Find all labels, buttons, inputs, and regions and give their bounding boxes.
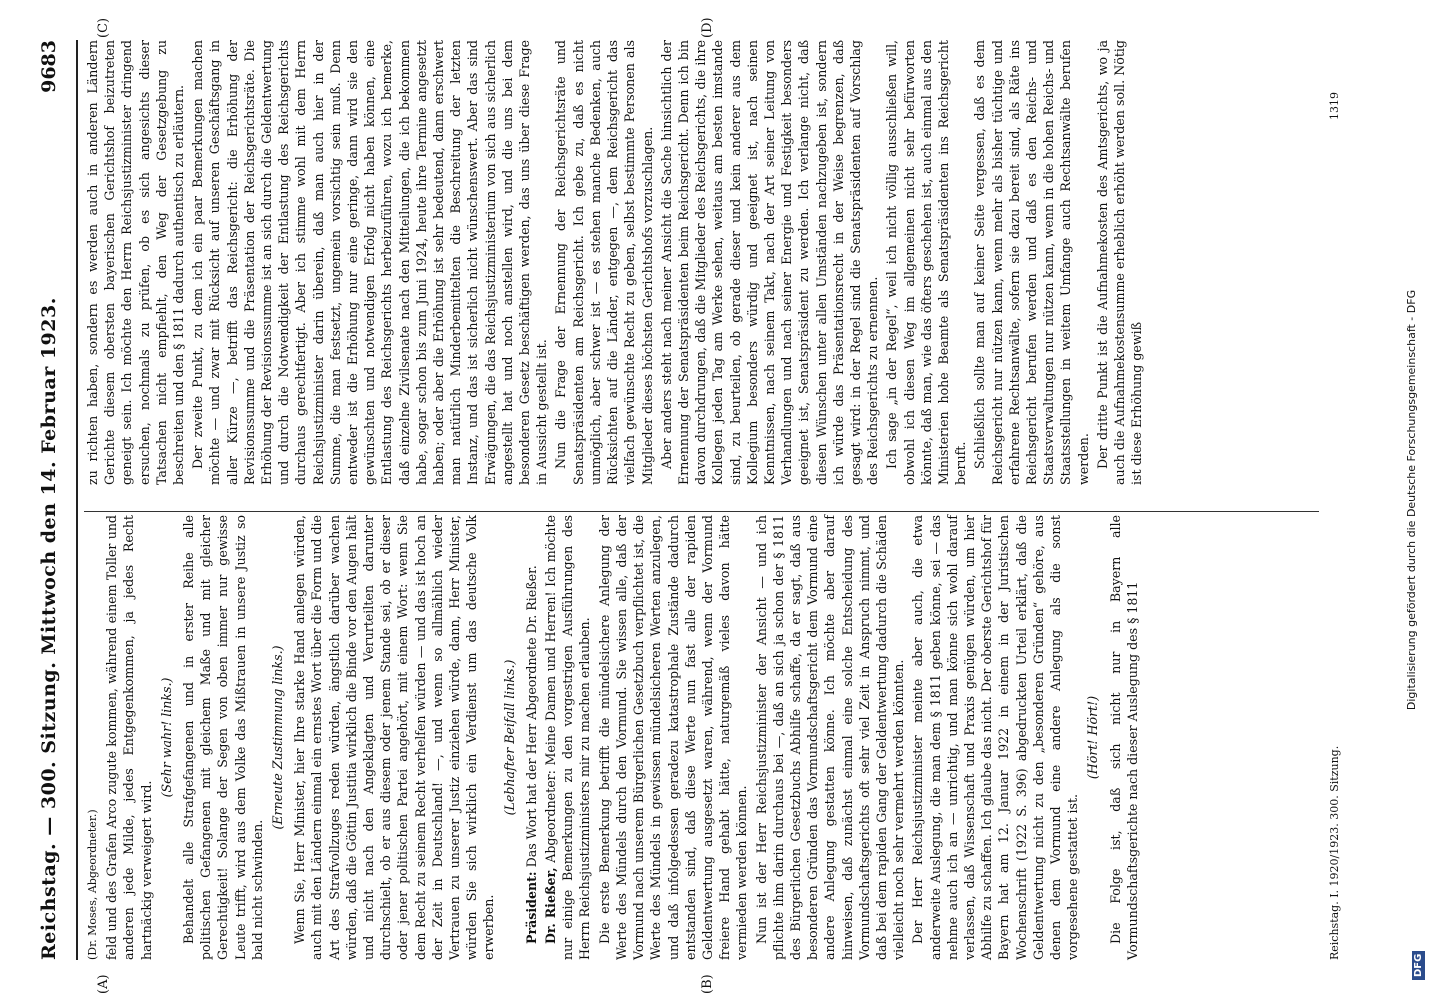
reaction: (Lebhafter Beifall links.)	[501, 659, 517, 816]
header-title: Reichstag. — 300. Sitzung. Mittwoch den 14. Februar 1923.	[38, 297, 60, 960]
paragraph: feld und des Grafen Arco zugute kommen, während einem Toller und anderen jede Milde, jedes Entgegenkommen, ja jedes Recht hartnäckig verweigert wird.	[104, 515, 154, 960]
margin-letter-a: (A)	[96, 974, 111, 994]
margin-letter-b: (B)	[700, 974, 715, 994]
column-divider	[84, 511, 1319, 512]
paragraph: Nun ist der Herr Reichsjustizminister der Ansicht — und ich pflichte ihm darin durchaus bei —, daß an sich ja schon der § 1811 des Bürgerlichen Gesetzbuchs Abhilfe schaffe, da er sagt, daß aus besonderen Gründen das Vormundschaftsgericht dem Vormund eine andere Anlegung gestatten könne. Ich möchte aber darauf hinweisen, daß zunächst einmal eine solche Entscheidung des Vormundschaftsgerichts oft sehr viel Zeit in Anspruch nimmt, und daß bei dem rapiden Gang der Geldentwertung dadurch die Schäden vielleicht noch sehr vermehrt werden könnten.	[753, 515, 907, 960]
dfg-logo: DFG	[1412, 951, 1425, 980]
paragraph: Der dritte Punkt ist die Aufnahmekosten des Amtsgerichts, wo ja auch die Aufnahmekostensumme erheblich erhöht werden soll. Nötig ist diese Erhöhung gewiß	[1094, 40, 1145, 485]
page-number: 9683	[38, 40, 60, 93]
reaction: (Hört! Hört!)	[1085, 695, 1101, 780]
speaker-tag: (Dr. Moses, Abgeordneter.)	[86, 809, 99, 960]
paragraph: Der Herr Reichsjustizminister meinte aber auch, die etwa anderweite Auslegung, die man dem § 1811 geben könne, sei — das nehme auch ich an — unrichtig, und man könne sich wohl darauf verlassen, daß Wissenschaft und Praxis genügen würden, um hier Abhilfe zu schaffen. Ich glaube das nicht. Der oberste Gerichtshof für Bayern hat am 12. Januar 1922 in einem in der Juristischen Wochenschrift (1922 S. 396) abgedruckten Urteil erklärt, daß die Geldentwertung nicht zu den „besonderen Gründen“ gehöre, aus denen dem Vormund eine andere Anlegung als die sonst vorgesehene gestattet ist.	[910, 515, 1081, 960]
left-column	[84, 515, 1143, 960]
paragraph: Wenn Sie, Herr Minister, hier Ihre starke Hand anlegen würden, auch mit den Ländern einmal ein ernstes Wort über die Form und die Art des Strafvollzuges reden würden, ängstlich darüber wachen würden, daß die Göttin Justitia wirklich die Binde vor den Augen hält und nicht nach den Angeklagten und Verurteilten darunter durchschielt, ob er aus diesem oder jenem Stande sei, ob er dieser oder jener politischen Partei angehört, mit einem Wort: wenn Sie dem Recht zu seinem Recht verhelfen würden — und das ist hoch an der Zeit in Deutschland! —, und wenn so allmählich wieder Vertrauen zu unserer Justiz einziehen würde, dann, Herr Minister, würden Sie sich wirklich ein Verdienst um das deutsche Volk erwerben.	[292, 515, 497, 960]
paragraph: zu richten haben, sondern es werden auch in anderen Ländern Gerichte diesem obersten bayerischen Gerichtshof beizutreten geneigt sein. Ich möchte den Herrn Reichsjustizminister dringend ersuchen, nochmals zu prüfen, ob es sich angesichts dieser Tatsachen nicht empfiehlt, den Weg der Gesetzgebung zu beschreiten und den § 1811 dadurch authentisch zu erläutern.	[85, 40, 187, 485]
footer-source: Reichstag. I. 1920/1923. 300. Sitzung.	[1328, 745, 1341, 960]
margin-letter-c: (C)	[96, 17, 111, 38]
speaker-text: Meine Damen und Herren! Ich möchte nur einige Bemerkungen zu den vorgestrigen Ausführungen des Herrn Reichsjustizministers mir zu machen erlauben.	[543, 514, 593, 960]
paragraph: Schließlich sollte man auf keiner Seite vergessen, daß es dem Reichsgericht nur nützen kann, wenn mehr als bisher tüchtige und erfahrene Rechtsanwälte, sofern sie dazu bereit sind, als Räte ins Reichsgericht berufen werden und daß es den Reichs- und Staatsverwaltungen nur nützen kann, wenn in die hohen Reichs- und Staatsstellungen in weitem Umfange auch Rechtsanwälte berufen werden.	[972, 40, 1091, 485]
paragraph: Aber anders steht nach meiner Ansicht die Sache hinsichtlich der Ernennung der Senatspräsidenten beim Reichsgericht. Denn ich bin davon durchdrungen, daß die Mitglieder des Reichsgerichts, die ihre Kollegen jeden Tag am Werke sehen, weitaus am besten imstande sind, zu beurteilen, ob gerade dieser und kein anderer aus dem Kollegium besonders würdig und geeignet ist, nach seinen Kenntnissen, nach seinem Takt, nach der Art seiner Leitung von Verhandlungen und nach seiner Energie und Festigkeit besonders geeignet ist, Senatspräsident zu werden. Ich verlange nicht, daß diesen Wünschen unter allen Umständen nachzugeben ist, sondern ich würde das Präsentationsrecht in der Weise begrenzen, daß gesagt wird: in der Regel sind die Senatspräsidenten auf Vorschlag des Reichsgerichts zu ernennen.	[658, 40, 881, 485]
speaker-paragraph	[523, 515, 540, 960]
paragraph: Nun die Frage der Ernennung der Reichsgerichtsräte und Senatspräsidenten am Reichsgericht. Ich gebe zu, daß es nicht unmöglich, aber schwer ist — es stehen manche Bedenken, auch Rücksichten auf die Länder, entgegen —, dem Reichsgericht das vielfach gewünschte Recht zu geben, selbst bestimmte Personen als Mitglieder dieses höchsten Gerichtshofs vorzuschlagen.	[553, 40, 655, 485]
reaction: (Sehr wahr! links.)	[158, 677, 174, 798]
paragraph: Ich sage „in der Regel“, weil ich nicht völlig ausschließen will, obwohl ich diesen Weg im allgemeinen nicht sehr befürworten könnte, daß man, wie das öfters geschehen ist, auch einmal aus den Ministerien hohe Beamte als Senatspräsidenten ins Reichsgericht beruft.	[884, 40, 969, 485]
speaker-text: Das Wort hat der Herr Abgeordnete Dr. Rießer.	[523, 565, 539, 868]
speaker-role: Abgeordneter:	[543, 770, 559, 863]
footer-page-code: 1319	[1328, 92, 1341, 120]
reaction: (Erneute Zustimmung links.)	[270, 645, 286, 830]
speaker-name: Präsident:	[523, 871, 539, 944]
speaker-paragraph	[542, 515, 594, 960]
paragraph: Die Folge ist, daß sich nicht nur in Bayern alle Vormundschaftsgerichte nach dieser Auslegung des § 1811	[1107, 515, 1140, 960]
margin-letter-d: (D)	[700, 17, 715, 38]
paragraph: Die erste Bemerkung betrifft die mündelsichere Anlegung der Werte des Mündels durch den Vormund. Sie wissen alle, daß der Vormund nach unserem Bürgerlichen Gesetzbuch verpflichtet ist, die Werte des Mündels in gewissen mündelsicheren Werten anzulegen, und daß infolgedessen geradezu katastrophale Zustände dadurch entstanden sind, daß diese Werte nun fast alle der rapiden Geldentwertung ausgesetzt waren, während, wenn der Vormund freiere Hand gehabt hätte, naturgemäß vieles davon hätte vermieden werden können.	[596, 515, 750, 960]
paragraph: Behandelt alle Strafgefangenen und in erster Reihe alle politischen Gefangenen mit gleichem Maße und mit gleicher Gerechtigkeit! Solange der Segen von oben immer nur gewisse Leute trifft, wird aus dem Volke das Mißtrauen in unsere Justiz so bald nicht schwinden.	[181, 515, 265, 960]
paragraph: Der zweite Punkt, zu dem ich ein paar Bemerkungen machen möchte — und zwar mit Rücksicht auf unseren Geschäftsgang in aller Kürze —, betrifft das Reichsgericht: die Erhöhung der Revisionssumme und die Präsentation der Reichsgerichtsräte. Die Erhöhung der Revisionssumme ist an sich durch die Geldentwertung und durch die Notwendigkeit der Entlastung des Reichsgerichts durchaus gerechtfertigt. Aber ich stimme wohl mit dem Herrn Reichsjustizminister darin überein, daß man auch hier in der Summe, die man festsetzt, ungemein vorsichtig sein muß. Denn entweder ist die Erhöhung nur eine geringe, dann wird sie den gewünschten und notwendigen Erfolg nicht haben können, eine Entlastung des Reichsgerichts herbeizuführen, wozu ich bemerke, daß einzelne Zivilsenate nach den Mitteilungen, die ich bekommen habe, sogar schon bis zum Juni 1924, heute ihre Termine angesetzt haben; oder aber die Erhöhung ist sehr bedeutend, dann erschwert man natürlich Minderbemittelten die Beschreitung der letzten Instanz, und das ist sicherlich nicht wünschenswert. Aber das sind Erwägungen, die das Reichsjustizministerium von sich aus sicherlich angestellt hat und noch anstellen wird, und die uns bei dem besonderen Gesetz beschäftigen werden, das uns über diese Frage in Aussicht gestellt ist.	[190, 40, 550, 485]
page-header	[28, 40, 78, 960]
speaker-name: Dr. Rießer,	[543, 867, 559, 944]
right-column	[84, 40, 1147, 485]
digitization-note: Digitalisierung gefördert durch die Deutsche Forschungsgemeinschaft - DFG	[1405, 289, 1418, 711]
